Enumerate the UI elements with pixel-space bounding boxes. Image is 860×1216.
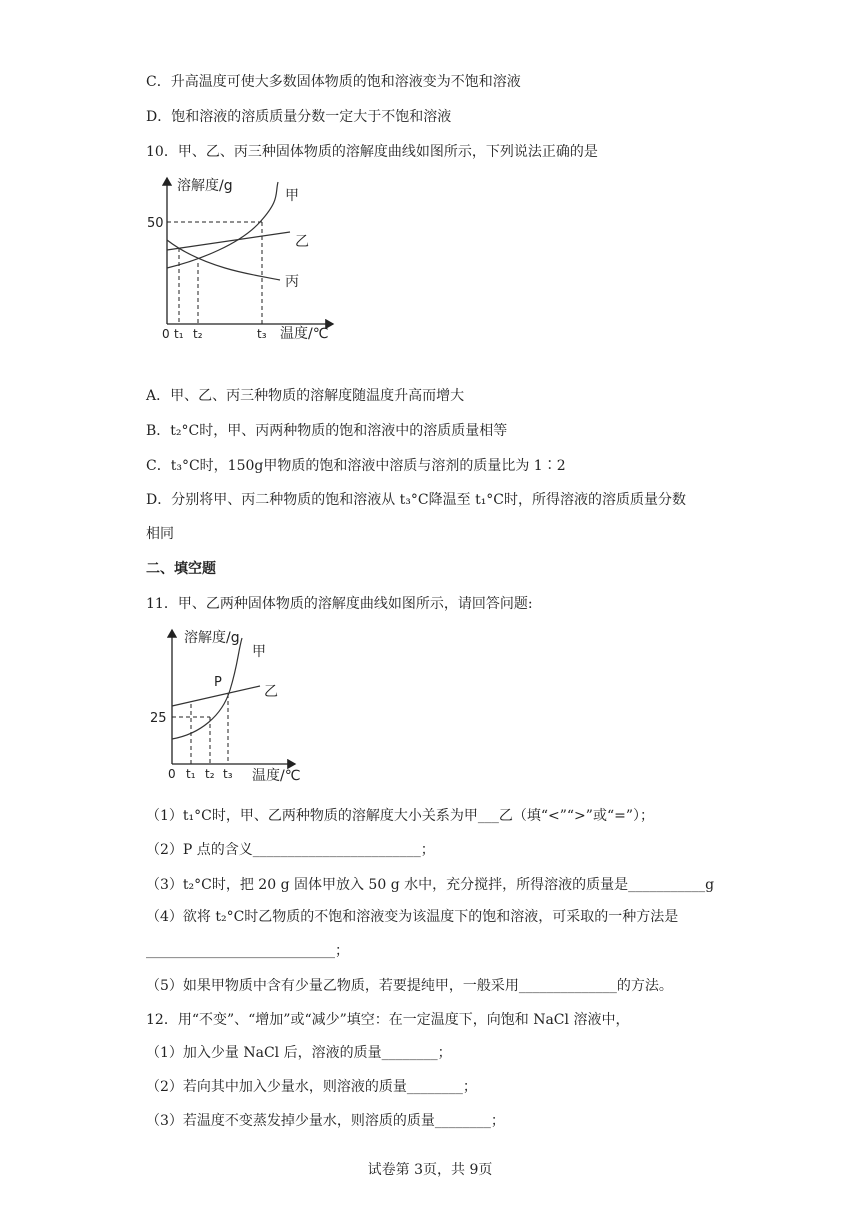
tick-t2: t₂ [193,327,203,341]
tick-50: 50 [147,216,164,231]
option-d-q9: D．饱和溶液的溶质质量分数一定大于不饱和溶液 [146,109,452,125]
curve-jia [167,182,278,268]
tick-t1: t₁ [174,327,184,341]
x-axis-label: 温度/℃ [252,768,301,784]
question-12-part2: （2）若向其中加入少量水，则溶液的质量________； [146,1079,477,1095]
question-11-part5: （5）如果甲物质中含有少量乙物质，若要提纯甲，一般采用______________的方法。 [146,978,673,994]
y-axis-label: 溶解度/g [184,630,240,646]
section-heading: 二、填空题 [146,561,216,577]
tick-t1: t₁ [186,767,196,781]
question-12: 12．用“不变”、“增加”或“减少”填空：在一定温度下，向饱和 NaCl 溶液中， [146,1012,630,1028]
option-a-q10: A．甲、乙、丙三种物质的溶解度随温度升高而增大 [146,388,465,404]
question-11-part4-blank: ___________________________； [146,943,349,959]
origin-label: 0 [168,767,176,781]
tick-t3: t₃ [257,327,267,341]
question-12-part3: （3）若温度不变蒸发掉少量水，则溶质的质量________； [146,1113,505,1129]
curve-jia [172,638,242,739]
question-10: 10．甲、乙、丙三种固体物质的溶解度曲线如图所示，下列说法正确的是 [146,144,598,160]
option-c-q9: C．升高温度可使大多数固体物质的饱和溶液变为不饱和溶液 [146,74,521,90]
x-axis-label: 温度/℃ [280,326,329,342]
solubility-chart-q11 [150,624,360,793]
label-bing: 丙 [285,274,299,290]
question-11-part4: （4）欲将 t₂°C时乙物质的不饱和溶液变为该温度下的饱和溶液，可采取的一种方法是 [146,909,679,925]
tick-t3: t₃ [223,767,233,781]
point-p-label: P [214,675,222,690]
option-b-q10: B．t₂°C时，甲、丙两种物质的饱和溶液中的溶质质量相等 [146,423,508,439]
question-11-part1: （1）t₁°C时，甲、乙两种物质的溶解度大小关系为甲___乙（填“<”“>”或“=”）； [146,808,654,824]
option-d-q10: D．分别将甲、丙二种物质的饱和溶液从 t₃°C降温至 t₁°C时，所得溶液的溶质质量分数 [146,492,687,508]
label-jia: 甲 [285,188,299,204]
label-jia: 甲 [252,644,266,660]
option-c-q10: C．t₃°C时，150g甲物质的饱和溶液中溶质与溶剂的质量比为 1∶2 [146,458,566,474]
curve-bing [167,240,280,280]
page-footer: 试卷第 3页，共 9页 [367,1162,493,1178]
option-d-q10-cont: 相同 [146,526,174,542]
label-yi: 乙 [264,684,278,700]
origin-label: 0 [162,327,170,341]
question-11-part2: （2）P 点的含义________________________； [146,842,435,858]
tick-t2: t₂ [205,767,215,781]
tick-25: 25 [150,711,167,726]
solubility-chart-q10 [147,172,355,351]
label-yi: 乙 [295,234,309,250]
question-11-part3: （3）t₂°C时，把 20 g 固体甲放入 50 g 水中，充分搅拌，所得溶液的质量是___________g [146,877,715,893]
question-12-part1: （1）加入少量 NaCl 后，溶液的质量________； [146,1045,452,1061]
y-axis-label: 溶解度/g [177,178,233,194]
question-11: 11．甲、乙两种固体物质的溶解度曲线如图所示，请回答问题: [146,596,533,612]
curve-yi [167,232,290,250]
